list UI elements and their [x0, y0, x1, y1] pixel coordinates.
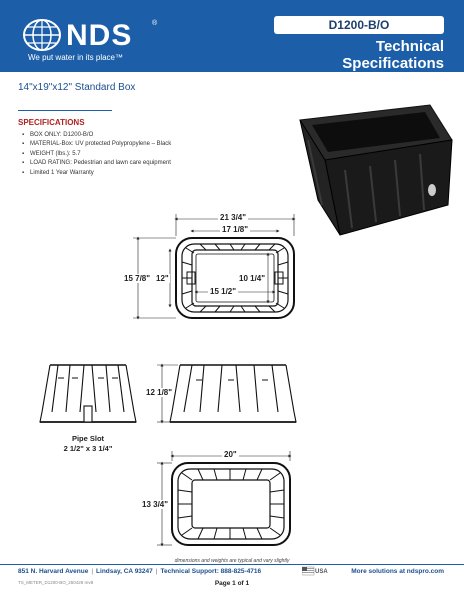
- more-solutions-link[interactable]: More solutions at ndspro.com: [351, 568, 444, 575]
- pipe-slot-label: [48, 434, 128, 454]
- doc-title: Technical Specifications: [342, 38, 444, 72]
- product-code: D1200-B/O: [274, 16, 444, 34]
- spec-item: ▪ LOAD RATING: Pedestrian and lawn care equipment: [22, 159, 171, 168]
- specifications-heading: SPECIFICATIONS: [18, 118, 85, 127]
- dim-top-inner-width: 17 1/8": [222, 225, 249, 234]
- dim-top-outer-length: 15 7/8": [124, 274, 151, 283]
- disclaimer: dimensions and weights are typical and vary slightly: [174, 558, 290, 564]
- dim-opening-width: 15 1/2": [210, 287, 237, 296]
- footer-contact: 851 N. Harvard Avenue | Lindsay, CA 93247 | Technical Support: 888-825-4716: [18, 568, 262, 575]
- dim-opening-length: 10 1/4": [239, 274, 266, 283]
- spec-item: ▪ Limited 1 Year Warranty: [22, 169, 171, 178]
- dim-side-height: 12 1/8": [146, 388, 173, 397]
- usa-label: USA: [315, 569, 328, 575]
- end-view-drawing: [40, 365, 136, 422]
- spec-item: ▪ WEIGHT (lbs.): 5.7: [22, 150, 171, 159]
- page-number: Page 1 of 1: [214, 580, 250, 587]
- trademark-mark: ™: [115, 53, 124, 62]
- footer-address: 851 N. Harvard Avenue: [18, 568, 89, 575]
- footer-divider: [0, 564, 464, 565]
- top-view-drawing: [176, 238, 294, 318]
- page-title: 14"x19"x12" Standard Box: [18, 82, 136, 93]
- tagline-text: We put water in its place: [28, 53, 116, 62]
- bottom-view-drawing: [172, 463, 290, 545]
- dim-top-inner-length: 12": [156, 274, 169, 283]
- pipe-slot-size: 2 1/2" x 3 1/4": [63, 444, 113, 453]
- footer-city: Lindsay, CA 93247: [96, 568, 153, 575]
- pipe-slot-title: Pipe Slot: [71, 434, 105, 443]
- spec-item: ▪ BOX ONLY: D1200-B/O: [22, 131, 171, 140]
- side-view-drawing: [170, 365, 296, 422]
- product-photo-box: [300, 105, 452, 235]
- document-id: TS_METER_D1200-BO_250429 rev8: [18, 580, 94, 585]
- footer-support: Technical Support: 888-825-4716: [160, 568, 262, 575]
- dim-top-outer-width: 21 3/4": [220, 213, 247, 222]
- nds-logo-text: NDS: [66, 19, 133, 52]
- dim-bottom-width: 20": [224, 450, 237, 459]
- spec-item: ▪ MATERIAL-Box: UV protected Polypropylene – Black: [22, 140, 171, 149]
- dim-bottom-length: 13 3/4": [142, 500, 169, 509]
- registered-mark: ®: [152, 20, 158, 27]
